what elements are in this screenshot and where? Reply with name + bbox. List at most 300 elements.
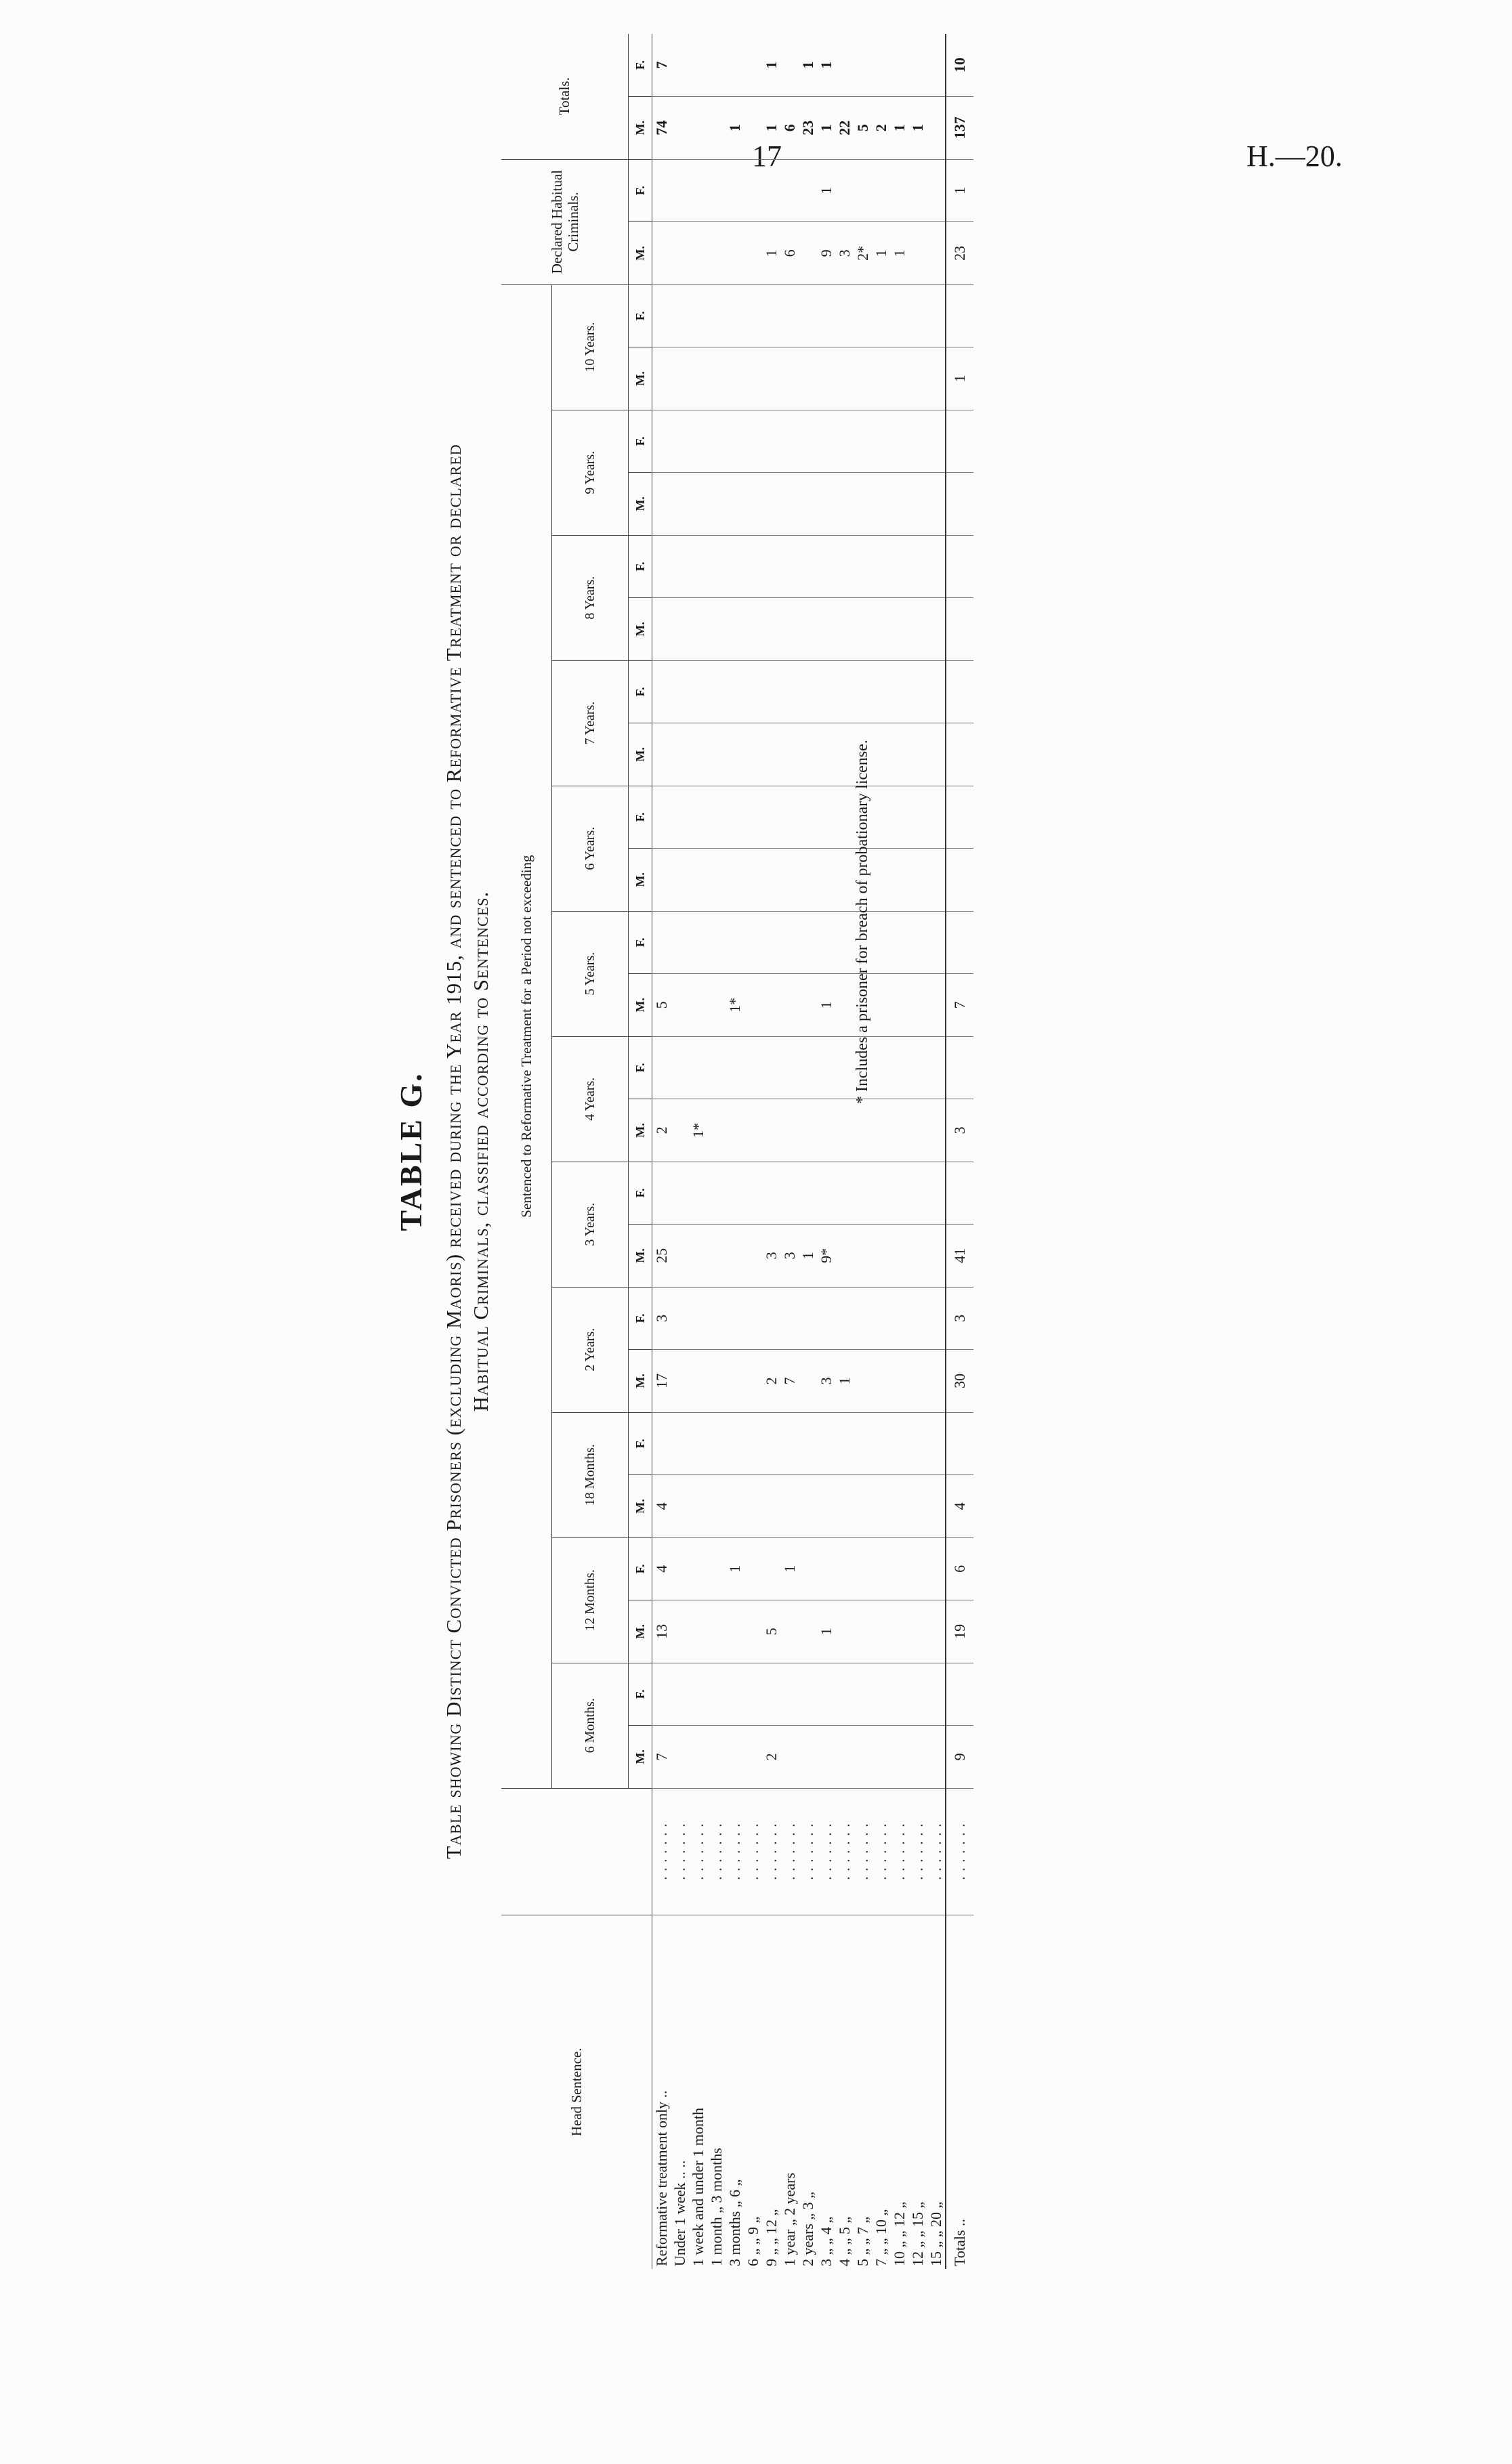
value-cell: [780, 1726, 799, 1789]
value-cell: [726, 1600, 744, 1663]
value-cell: 6: [780, 222, 799, 285]
value-cell: [707, 1287, 726, 1350]
subtitle-line-2: Habitual Criminals, classified according to Sentences.: [469, 891, 492, 1412]
value-cell: [799, 222, 817, 285]
period-header: 8 Years.: [552, 535, 629, 660]
value-cell: [707, 849, 726, 912]
value-cell: [780, 1162, 799, 1225]
value-cell: [780, 410, 799, 473]
leader-dots: . . . . . . .: [671, 1788, 689, 1915]
value-cell: [707, 723, 726, 786]
value-cell: [799, 410, 817, 473]
value-cell: 17: [652, 1350, 671, 1413]
value-cell: [890, 159, 908, 222]
value-cell: [872, 1600, 890, 1663]
value-cell: [671, 1099, 689, 1162]
value-cell: [946, 1162, 973, 1225]
value-cell: [744, 347, 762, 410]
female-header: F.: [629, 284, 652, 347]
value-cell: [671, 1663, 689, 1726]
value-cell: [872, 410, 890, 473]
value-cell: [946, 849, 973, 912]
value-cell: [671, 222, 689, 285]
value-cell: [927, 786, 946, 849]
row-label: 15 „ „ 20 „: [927, 2201, 944, 2266]
value-cell: [652, 723, 671, 786]
value-cell: [780, 284, 799, 347]
table-row: [908, 34, 927, 2269]
value-cell: [689, 1350, 707, 1413]
value-cell: [835, 34, 854, 97]
value-cell: [872, 1287, 890, 1350]
value-cell: [835, 723, 854, 786]
value-cell: [890, 1412, 908, 1475]
row-label: 5 „ „ 7 „: [854, 2216, 871, 2266]
value-cell: 3: [946, 1287, 973, 1350]
value-cell: [707, 159, 726, 222]
value-cell: [817, 535, 835, 598]
value-cell: [927, 347, 946, 410]
leader-dots: . . . . . . .: [652, 1788, 671, 1915]
value-cell: [689, 97, 707, 160]
leader-dots: . . . . . . .: [835, 1788, 854, 1915]
female-header: F.: [629, 1412, 652, 1475]
value-cell: [946, 598, 973, 661]
value-cell: [854, 159, 872, 222]
value-cell: [946, 410, 973, 473]
value-cell: [908, 1412, 927, 1475]
value-cell: [780, 660, 799, 723]
value-cell: 30: [946, 1350, 973, 1413]
value-cell: [726, 284, 744, 347]
value-cell: [671, 410, 689, 473]
value-cell: [799, 1036, 817, 1099]
value-cell: [927, 1600, 946, 1663]
value-cell: [744, 1537, 762, 1600]
value-cell: [872, 1036, 890, 1099]
value-cell: [671, 723, 689, 786]
value-cell: [707, 1600, 726, 1663]
value-cell: 13: [652, 1600, 671, 1663]
table-row: [890, 34, 908, 2269]
value-cell: [780, 911, 799, 974]
value-cell: 1: [890, 97, 908, 160]
value-cell: [744, 1412, 762, 1475]
value-cell: [946, 473, 973, 536]
totals-header: Totals.: [501, 34, 629, 159]
leader-dots: . . . . . . .: [946, 1788, 973, 1915]
value-cell: [780, 535, 799, 598]
value-cell: [744, 535, 762, 598]
value-cell: 3: [762, 1225, 780, 1288]
value-cell: [762, 347, 780, 410]
female-header: F.: [629, 1287, 652, 1350]
value-cell: [762, 1099, 780, 1162]
totals-row: [946, 34, 973, 2269]
value-cell: [927, 598, 946, 661]
male-header: M.: [629, 598, 652, 661]
value-cell: [799, 1099, 817, 1162]
value-cell: [872, 347, 890, 410]
leader-dots: . . . . . . .: [689, 1788, 707, 1915]
value-cell: [817, 284, 835, 347]
value-cell: [908, 159, 927, 222]
value-cell: 25: [652, 1225, 671, 1288]
value-cell: [927, 1726, 946, 1789]
value-cell: [799, 473, 817, 536]
value-cell: [726, 34, 744, 97]
male-header: M.: [629, 347, 652, 410]
value-cell: [689, 660, 707, 723]
value-cell: 9: [946, 1726, 973, 1789]
value-cell: [908, 410, 927, 473]
value-cell: 1: [762, 97, 780, 160]
value-cell: 1: [762, 222, 780, 285]
value-cell: [908, 786, 927, 849]
value-cell: [946, 786, 973, 849]
value-cell: [652, 1663, 671, 1726]
value-cell: [908, 723, 927, 786]
value-cell: [780, 159, 799, 222]
value-cell: [890, 723, 908, 786]
value-cell: [835, 347, 854, 410]
value-cell: [780, 1099, 799, 1162]
value-cell: [817, 723, 835, 786]
value-cell: [908, 1036, 927, 1099]
value-cell: [872, 1350, 890, 1413]
value-cell: [707, 1663, 726, 1726]
blank-header: [501, 1788, 652, 1915]
value-cell: [872, 34, 890, 97]
value-cell: [652, 911, 671, 974]
period-header: 9 Years.: [552, 410, 629, 535]
value-cell: [671, 347, 689, 410]
value-cell: 2: [762, 1726, 780, 1789]
value-cell: 3: [652, 1287, 671, 1350]
value-cell: [890, 1287, 908, 1350]
value-cell: [707, 473, 726, 536]
value-cell: [854, 1350, 872, 1413]
leader-dots: . . . . . . .: [927, 1788, 946, 1915]
value-cell: 74: [652, 97, 671, 160]
value-cell: [835, 473, 854, 536]
value-cell: [744, 1600, 762, 1663]
value-cell: [817, 1726, 835, 1789]
value-cell: [744, 159, 762, 222]
row-label: 2 years „ 3 „: [799, 2192, 816, 2266]
value-cell: [872, 1412, 890, 1475]
value-cell: [854, 1099, 872, 1162]
value-cell: 7: [652, 34, 671, 97]
value-cell: 1: [817, 1600, 835, 1663]
row-label: 1 year „ 2 years: [781, 2172, 798, 2266]
leader-dots: . . . . . . .: [744, 1788, 762, 1915]
value-cell: [908, 598, 927, 661]
value-cell: [854, 284, 872, 347]
value-cell: [689, 222, 707, 285]
value-cell: [872, 911, 890, 974]
value-cell: [744, 723, 762, 786]
value-cell: [799, 159, 817, 222]
female-header: F.: [629, 911, 652, 974]
value-cell: [762, 473, 780, 536]
value-cell: [817, 1475, 835, 1538]
value-cell: [689, 410, 707, 473]
value-cell: [689, 1036, 707, 1099]
value-cell: [835, 1099, 854, 1162]
value-cell: [835, 159, 854, 222]
value-cell: [671, 1726, 689, 1789]
value-cell: [744, 410, 762, 473]
value-cell: [890, 410, 908, 473]
value-cell: [799, 347, 817, 410]
table-row: [872, 34, 890, 2269]
value-cell: [671, 34, 689, 97]
value-cell: [927, 473, 946, 536]
value-cell: [726, 535, 744, 598]
male-header: M.: [629, 1475, 652, 1538]
value-cell: [799, 1475, 817, 1538]
sentence-table: [501, 34, 973, 2269]
value-cell: [927, 1475, 946, 1538]
value-cell: [927, 1537, 946, 1600]
male-header: M.: [629, 1225, 652, 1288]
value-cell: [890, 1475, 908, 1538]
value-cell: [799, 849, 817, 912]
value-cell: [762, 1412, 780, 1475]
value-cell: [927, 97, 946, 160]
value-cell: [872, 1537, 890, 1600]
value-cell: [671, 1225, 689, 1288]
value-cell: [762, 1537, 780, 1600]
value-cell: [652, 786, 671, 849]
value-cell: [762, 911, 780, 974]
row-label: Under 1 week .. ..: [671, 2160, 688, 2266]
female-header: F.: [629, 1537, 652, 1600]
value-cell: [744, 660, 762, 723]
value-cell: 7: [946, 974, 973, 1037]
value-cell: 1: [817, 97, 835, 160]
value-cell: [908, 347, 927, 410]
row-label: 10 „ „ 12 „: [891, 2201, 908, 2266]
row-label: 3 months „ 6 „: [726, 2179, 743, 2266]
value-cell: [872, 473, 890, 536]
leader-dots: . . . . . . .: [908, 1788, 927, 1915]
value-cell: [707, 1726, 726, 1789]
value-cell: [890, 911, 908, 974]
value-cell: [908, 34, 927, 97]
value-cell: [707, 1475, 726, 1538]
row-label: 3 „ „ 4 „: [818, 2216, 835, 2266]
value-cell: [908, 473, 927, 536]
value-cell: [817, 473, 835, 536]
value-cell: [927, 284, 946, 347]
table-row: [671, 34, 689, 2269]
value-cell: [927, 974, 946, 1037]
value-cell: [689, 911, 707, 974]
value-cell: [671, 284, 689, 347]
value-cell: [652, 410, 671, 473]
value-cell: [817, 598, 835, 661]
value-cell: [908, 1287, 927, 1350]
value-cell: [835, 410, 854, 473]
value-cell: [726, 1663, 744, 1726]
value-cell: [707, 911, 726, 974]
value-cell: [726, 1726, 744, 1789]
value-cell: 2: [872, 97, 890, 160]
value-cell: [890, 598, 908, 661]
value-cell: 3: [817, 1350, 835, 1413]
value-cell: [689, 1537, 707, 1600]
value-cell: [744, 1287, 762, 1350]
value-cell: [689, 1225, 707, 1288]
period-header: 10 Years.: [552, 284, 629, 410]
value-cell: [908, 1350, 927, 1413]
value-cell: [890, 1162, 908, 1225]
value-cell: [872, 849, 890, 912]
value-cell: [799, 1600, 817, 1663]
value-cell: [946, 1036, 973, 1099]
value-cell: [908, 535, 927, 598]
leader-dots: . . . . . . .: [762, 1788, 780, 1915]
value-cell: 10: [946, 34, 973, 97]
value-cell: [652, 598, 671, 661]
value-cell: [835, 284, 854, 347]
value-cell: [890, 1663, 908, 1726]
value-cell: [799, 1537, 817, 1600]
value-cell: [890, 1036, 908, 1099]
value-cell: [707, 598, 726, 661]
value-cell: [817, 786, 835, 849]
value-cell: [780, 1600, 799, 1663]
value-cell: [780, 34, 799, 97]
value-cell: [927, 1350, 946, 1413]
value-cell: [890, 849, 908, 912]
male-header: M.: [629, 974, 652, 1037]
value-cell: [872, 1162, 890, 1225]
value-cell: [671, 660, 689, 723]
value-cell: [817, 347, 835, 410]
leader-dots: . . . . . . .: [890, 1788, 908, 1915]
value-cell: [835, 535, 854, 598]
value-cell: [744, 1726, 762, 1789]
value-cell: [762, 1475, 780, 1538]
value-cell: [835, 849, 854, 912]
value-cell: [872, 159, 890, 222]
value-cell: [689, 723, 707, 786]
value-cell: [744, 1225, 762, 1288]
female-header: F.: [629, 1036, 652, 1099]
value-cell: [726, 1350, 744, 1413]
value-cell: [890, 786, 908, 849]
leader-dots: . . . . . . .: [780, 1788, 799, 1915]
value-cell: 1: [726, 1537, 744, 1600]
value-cell: [744, 974, 762, 1037]
value-cell: [726, 1287, 744, 1350]
value-cell: [799, 1412, 817, 1475]
value-cell: [689, 1600, 707, 1663]
rotated-table-page: [393, 34, 1138, 2269]
female-header: F.: [629, 786, 652, 849]
value-cell: [707, 974, 726, 1037]
male-header: M.: [629, 723, 652, 786]
value-cell: [671, 473, 689, 536]
value-cell: [890, 535, 908, 598]
value-cell: [854, 1663, 872, 1726]
value-cell: [890, 347, 908, 410]
footnote: * Includes a prisoner for breach of probationary license.: [854, 740, 871, 1104]
value-cell: [762, 786, 780, 849]
value-cell: [780, 786, 799, 849]
value-cell: [671, 97, 689, 160]
value-cell: [946, 1663, 973, 1726]
leader-dots: . . . . . . .: [799, 1788, 817, 1915]
value-cell: 2: [762, 1350, 780, 1413]
value-cell: [817, 410, 835, 473]
value-cell: [890, 660, 908, 723]
female-header: F.: [629, 34, 652, 97]
value-cell: [927, 535, 946, 598]
value-cell: [908, 849, 927, 912]
male-header: M.: [629, 849, 652, 912]
value-cell: [726, 911, 744, 974]
value-cell: [707, 1036, 726, 1099]
value-cell: [854, 1600, 872, 1663]
value-cell: [689, 473, 707, 536]
value-cell: [927, 410, 946, 473]
value-cell: [744, 1663, 762, 1726]
value-cell: 19: [946, 1600, 973, 1663]
value-cell: [744, 284, 762, 347]
value-cell: [744, 34, 762, 97]
value-cell: [744, 473, 762, 536]
value-cell: [652, 347, 671, 410]
value-cell: [707, 34, 726, 97]
value-cell: [707, 535, 726, 598]
value-cell: [835, 1036, 854, 1099]
value-cell: 9: [817, 222, 835, 285]
period-header: 18 Months.: [552, 1412, 629, 1537]
value-cell: [726, 723, 744, 786]
value-cell: 2*: [854, 222, 872, 285]
value-cell: [872, 535, 890, 598]
value-cell: [799, 1287, 817, 1350]
value-cell: 1: [890, 222, 908, 285]
value-cell: [707, 786, 726, 849]
value-cell: [817, 1287, 835, 1350]
value-cell: [854, 1726, 872, 1789]
value-cell: [817, 1537, 835, 1600]
value-cell: [689, 1287, 707, 1350]
leader-dots: . . . . . . .: [817, 1788, 835, 1915]
declared-habitual-header: Declared Habitual Criminals.: [501, 159, 629, 284]
table-row: [780, 34, 799, 2269]
value-cell: [927, 1036, 946, 1099]
value-cell: [762, 410, 780, 473]
value-cell: [780, 473, 799, 536]
value-cell: [762, 1036, 780, 1099]
value-cell: [799, 1162, 817, 1225]
value-cell: [726, 159, 744, 222]
value-cell: [744, 786, 762, 849]
value-cell: [908, 222, 927, 285]
value-cell: [835, 974, 854, 1037]
leader-dots: . . . . . . .: [854, 1788, 872, 1915]
value-cell: [762, 535, 780, 598]
value-cell: [780, 1287, 799, 1350]
value-cell: [890, 1350, 908, 1413]
value-cell: [835, 1726, 854, 1789]
